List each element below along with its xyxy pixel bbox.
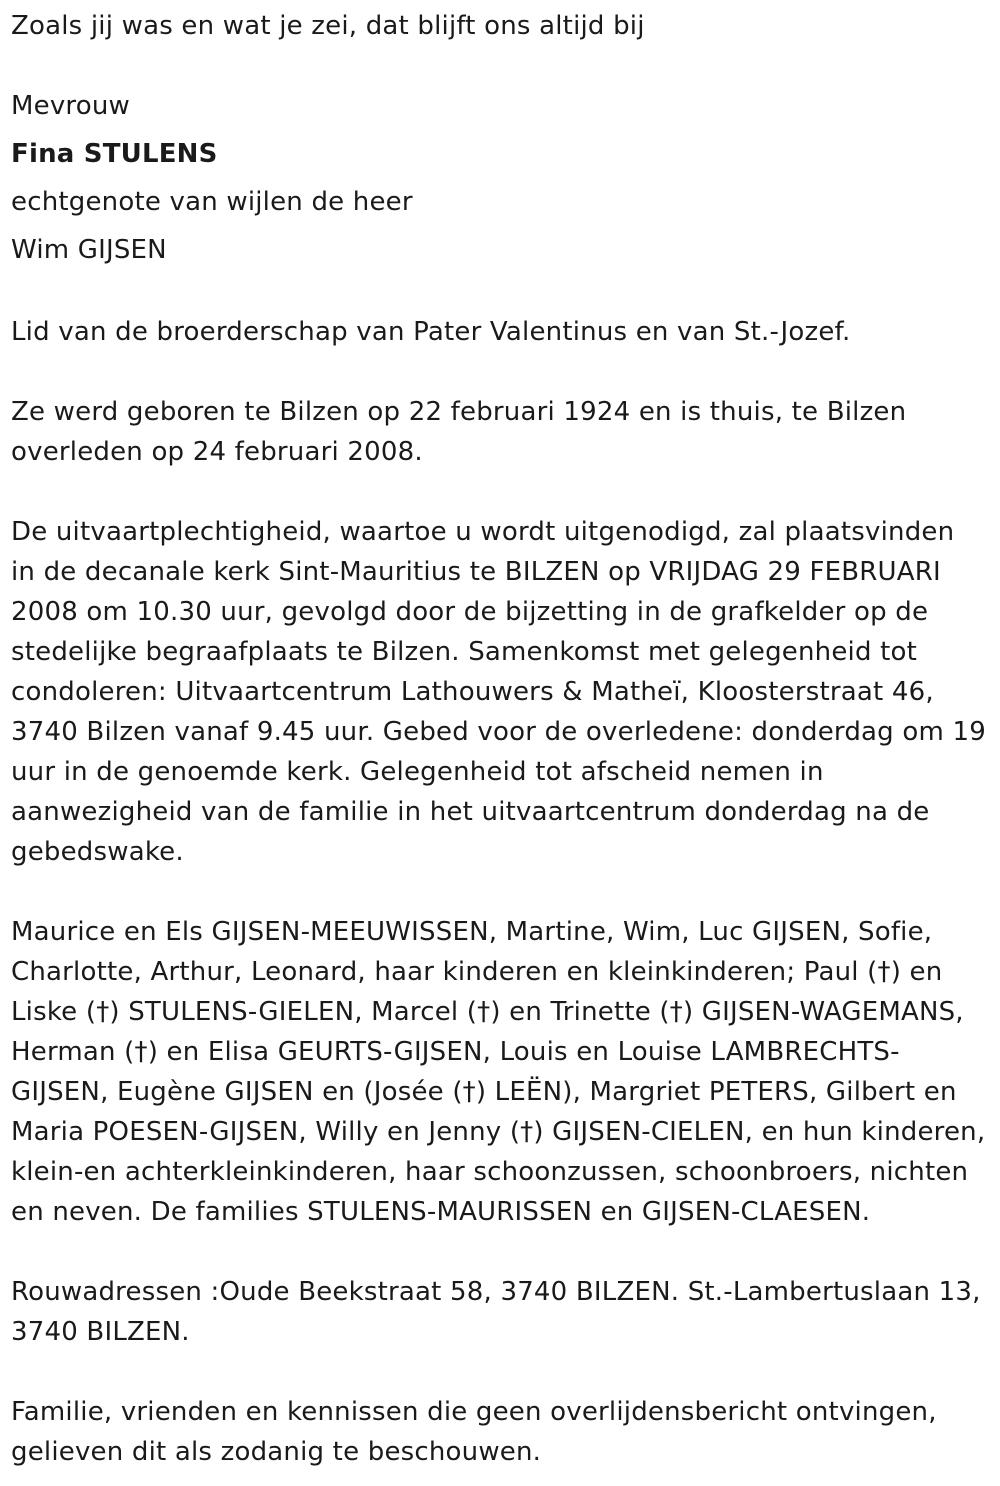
spouse-relation-text: echtgenote van wijlen de heer xyxy=(11,187,413,217)
paragraph-line: Maurice en Els GIJSEN-MEEUWISSEN, Martine, Wim, Luc GIJSEN, Sofie, xyxy=(11,917,933,947)
obituary-document xyxy=(11,0,991,1472)
paragraph-line: Familie, vrienden en kennissen die geen overlijdensbericht ontvingen, xyxy=(11,1397,937,1427)
paragraph-line: Herman (†) en Elisa GEURTS-GIJSEN, Louis en Louise LAMBRECHTS- xyxy=(11,1037,900,1067)
paragraph-line: Maria POESEN-GIJSEN, Willy en Jenny (†) GIJSEN-CIELEN, en hun kinderen, xyxy=(11,1117,986,1147)
paragraph-line: 3740 BILZEN. xyxy=(11,1317,190,1347)
honorific-text: Mevrouw xyxy=(11,91,130,121)
paragraph-line: 3740 Bilzen vanaf 9.45 uur. Gebed voor de overledene: donderdag om 19 xyxy=(11,717,986,747)
spouse-name: Wim GIJSEN xyxy=(11,235,167,265)
paragraph-line: en neven. De families STULENS-MAURISSEN en GIJSEN-CLAESEN. xyxy=(11,1197,871,1227)
paragraph-line: condoleren: Uitvaartcentrum Lathouwers & Matheï, Kloosterstraat 46, xyxy=(11,677,934,707)
paragraph-line: De uitvaartplechtigheid, waartoe u wordt uitgenodigd, zal plaatsvinden xyxy=(11,517,955,547)
paragraph-line: Charlotte, Arthur, Leonard, haar kinderen en kleinkinderen; Paul (†) en xyxy=(11,957,943,987)
paragraph-line: in de decanale kerk Sint-Mauritius te BILZEN op VRIJDAG 29 FEBRUARI xyxy=(11,557,941,587)
family-paragraph xyxy=(11,912,991,1232)
paragraph-line: gebedswake. xyxy=(11,837,184,867)
closing-paragraph xyxy=(11,1392,991,1472)
paragraph-line: aanwezigheid van de familie in het uitvaartcentrum donderdag na de xyxy=(11,797,930,827)
motto-text: Zoals jij was en wat je zei, dat blijft ons altijd bij xyxy=(11,11,645,41)
paragraph-line: Liske (†) STULENS-GIELEN, Marcel (†) en Trinette (†) GIJSEN-WAGEMANS, xyxy=(11,997,964,1027)
deceased-name: Fina STULENS xyxy=(11,139,218,169)
paragraph-line: uur in de genoemde kerk. Gelegenheid tot afscheid nemen in xyxy=(11,757,824,787)
paragraph-line: overleden op 24 februari 2008. xyxy=(11,437,423,467)
paragraph-line: GIJSEN, Eugène GIJSEN en (Josée (†) LEËN), Margriet PETERS, Gilbert en xyxy=(11,1077,957,1107)
funeral-paragraph xyxy=(11,512,991,872)
paragraph-line: Rouwadressen :Oude Beekstraat 58, 3740 BILZEN. St.-Lambertuslaan 13, xyxy=(11,1277,981,1307)
paragraph-line: 2008 om 10.30 uur, gevolgd door de bijzetting in de grafkelder op de xyxy=(11,597,929,627)
membership-text: Lid van de broerderschap van Pater Valentinus en van St.-Jozef. xyxy=(11,317,851,347)
paragraph-line: Ze werd geboren te Bilzen op 22 februari 1924 en is thuis, te Bilzen xyxy=(11,397,907,427)
birth-death-paragraph xyxy=(11,392,991,472)
paragraph-line: stedelijke begraafplaats te Bilzen. Samenkomst met gelegenheid tot xyxy=(11,637,918,667)
paragraph-line: gelieven dit als zodanig te beschouwen. xyxy=(11,1437,542,1467)
addresses-paragraph xyxy=(11,1272,991,1352)
paragraph-line: klein-en achterkleinkinderen, haar schoonzussen, schoonbroers, nichten xyxy=(11,1157,969,1187)
